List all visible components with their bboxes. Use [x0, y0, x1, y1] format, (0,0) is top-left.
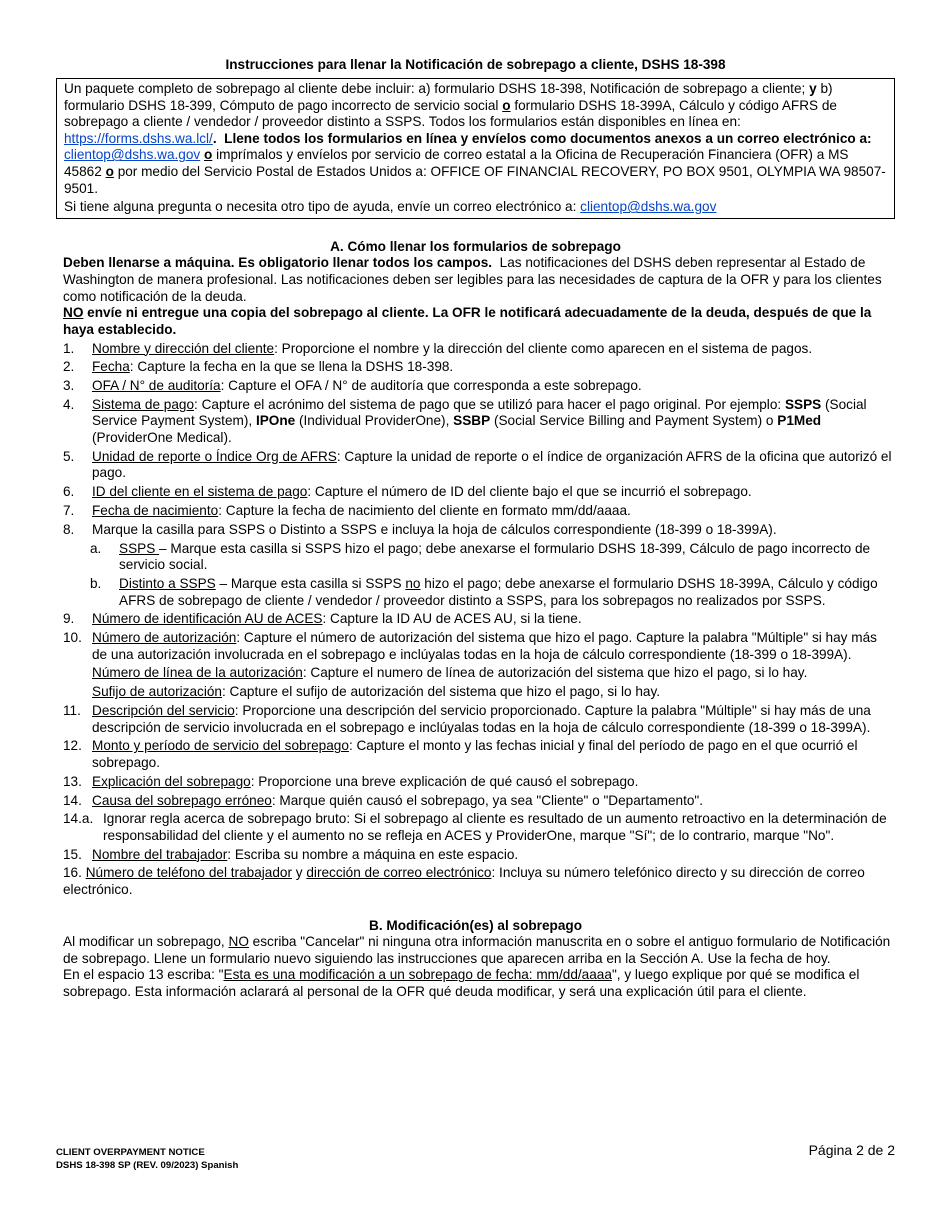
item-number: 9.: [63, 611, 75, 627]
list-item: [63, 484, 895, 501]
box-bold-o: o: [204, 147, 213, 163]
item-label: Sistema de pago: [92, 396, 195, 412]
item-number: 2.: [63, 359, 75, 375]
system-desc: (Social Service Billing and Payment System) o: [493, 413, 774, 429]
footer-line: DSHS 18-398 SP (REV. 09/2023) Spanish: [56, 1160, 239, 1171]
box-paragraph-1: Un paquete completo de sobrepago al cliente debe incluir: a) formulario DSHS 18-398, Notificación de sobrepago a cliente; y b) formulario DSHS 18-399, Cómputo de pago incorrecto de servicio social o formulario DSHS 18-399A, Cálculo y código AFRS de sobrepago a cliente / vendedor / proveedor distinto a SSPS. Todos los formularios están disponibles en línea en: https://forms.dshs.wa.lcl/. Llene todos los formularios en línea y envíelos como documentos anexos a un correo electrónico a: clientop@dshs.wa.gov o imprímalos y envíelos por servicio de correo estatal a la Oficina de Recuperación Financiera (OFR) a MS 45862 o por medio del Servicio Postal de Estados Unidos a: OFFICE OF FINANCIAL RECOVERY, PO BOX 9501, OLYMPIA WA 98507-9501.: [64, 81, 886, 196]
item-number: 3.: [63, 378, 75, 394]
item-number: 6.: [63, 484, 75, 500]
item-text: : Escriba su nombre a máquina en este espacio.: [227, 846, 519, 862]
para-emphasis: NO: [228, 934, 249, 950]
item-number: 13.: [63, 773, 82, 789]
section-a-warning: [63, 305, 895, 338]
list-item: [63, 397, 895, 447]
box-paragraph-2: [64, 199, 888, 216]
warning-text: envíe ni entregue una copia del sobrepago al cliente. La OFR le notificará adecuadamente de la deuda, después de que la haya establecido.: [63, 305, 872, 337]
list-item: [63, 611, 895, 628]
item-number: 4.: [63, 396, 75, 412]
footer-line: CLIENT OVERPAYMENT NOTICE: [56, 1147, 205, 1158]
box-bold-o: o: [105, 163, 114, 179]
item-number: 12.: [63, 738, 82, 754]
item-number: 10.: [63, 630, 82, 646]
item-text: hizo el pago; debe anexarse el formulario DSHS 18-399A, Cálculo y código AFRS de sobrepago de cliente / vendedor / proveedor distinto a SSPS, para los sobrepagos no realizados por SSPS.: [119, 575, 878, 608]
list-item-continuation: [92, 684, 895, 701]
box-text: Un paquete completo de sobrepago al cliente debe incluir: a) formulario DSHS 18-398, Notificación de sobrepago a cliente;: [64, 81, 806, 96]
item-text: : Capture el sufijo de autorización del sistema que hizo el pago, si lo hay.: [221, 684, 661, 700]
list-item: [63, 847, 895, 864]
item-label: Causa del sobrepago erróneo: [92, 792, 272, 808]
item-number: 5.: [63, 448, 75, 464]
section-a-intro: [63, 255, 895, 305]
item-number: 8.: [63, 521, 75, 537]
forms-link[interactable]: https://forms.dshs.wa.lcl/: [64, 130, 213, 146]
item-number: 14.a.: [63, 811, 94, 827]
item-label: SSPS: [119, 540, 160, 556]
system-acronym: SSBP: [453, 413, 491, 429]
item-text: : Proporcione una descripción del servicio proporcionado. Capture la palabra "Múltiple" si hay más de una descripción de servicio involucrada en el sobrepago e inclúyalas todas en la hoja de cálculo correspondiente (18-399 o 18-399A).: [92, 703, 871, 735]
item-text: Ignorar regla acerca de sobrepago bruto: Si el sobrepago al cliente es resultado de un aumento retroactivo en la determinación de responsabilidad del cliente y el aumento no se refleja en ACES y ProviderOne, marque "Sí"; de lo contrario, marque "No".: [103, 811, 887, 843]
item-text: : Marque quién causó el sobrepago, ya sea "Cliente" o "Departamento".: [271, 792, 704, 808]
email-link[interactable]: clientop@dshs.wa.gov: [580, 199, 717, 215]
item-text: : Capture el monto y las fechas inicial y final del período de pago en el que ocurrió el sobrepago.: [92, 738, 858, 770]
item-label: Número de autorización: [92, 630, 237, 646]
item-label: ID del cliente en el sistema de pago: [92, 484, 308, 500]
section-b-paragraph-2: [63, 967, 895, 1000]
item-text: : Capture el OFA / N° de auditoría que corresponda a este sobrepago.: [220, 378, 642, 394]
box-text: formulario DSHS 18-399A, Cálculo y código AFRS de sobrepago a cliente / vendedor / proveedor distinto a SSPS. Todos los formularios están disponibles en línea en:: [64, 97, 837, 130]
box-text: imprímalos y envíelos por servicio de correo estatal a la Oficina de Recuperación Financiera (OFR) a MS 45862: [64, 147, 849, 179]
item-text: : Capture la ID AU de ACES AU, si la tiene.: [322, 611, 582, 627]
para-text: escriba "Cancelar" ni ninguna otra información manuscrita en o sobre el antiguo formulario de Notificación de sobrepago. Llene un formulario nuevo siguiendo las instrucciones que aparecen arriba en la Sección A. Use la fecha de hoy.: [63, 934, 891, 966]
item-label: Explicación del sobrepago: [92, 773, 251, 789]
page-number: Página 2 de 2: [808, 1142, 895, 1158]
subitem-letter: a.: [90, 540, 102, 556]
para-text: ", y luego explique por qué se modifica el sobrepago. Esta información aclarará al personal de la OFR qué deuda modificar, y será una explicación útil para el cliente.: [63, 967, 860, 1000]
intro-text: Las notificaciones del DSHS deben representar al Estado de Washington de manera profesional. Las notificaciones deben ser legibles para las necesidades de captura de la OFR y para los clientes como notificación de la deuda.: [63, 255, 882, 304]
box-bold-o: o: [502, 97, 511, 113]
section-b-paragraph-1: [63, 934, 895, 967]
box-text: por medio del Servicio Postal de Estados Unidos a: OFFICE OF FINANCIAL RECOVERY, PO BOX 9501, OLYMPIA WA 98507-9501.: [64, 163, 886, 196]
list-item: [63, 378, 895, 395]
item-text: : Capture el acrónimo del sistema de pago que se utilizó para hacer el pago original. Por ejemplo:: [194, 396, 782, 412]
para-text: En el espacio 13 escriba: ": [63, 967, 224, 983]
item-text: : Incluya su número telefónico directo y su dirección de correo electrónico.: [63, 865, 865, 898]
item-text: y: [292, 865, 307, 881]
item-label: Número de línea de la autorización: [92, 665, 303, 681]
system-desc: (Social Service Payment System),: [92, 396, 867, 429]
subitem-letter: b.: [90, 575, 102, 591]
list-item: [63, 449, 895, 482]
box-text: Si tiene alguna pregunta o necesita otro tipo de ayuda, envíe un correo electrónico a:: [64, 199, 577, 215]
item-text: : Proporcione una breve explicación de qué causó el sobrepago.: [250, 773, 639, 789]
intro-bold: Deben llenarse a máquina. Es obligatorio llenar todos los campos.: [63, 255, 493, 271]
list-item-continuation: [92, 665, 895, 682]
document-page: [56, 0, 895, 1001]
item-label: Número de identificación AU de ACES: [92, 611, 323, 627]
item-text: : Capture el numero de línea de autorización del sistema que hizo el pago, si lo hay.: [302, 665, 808, 681]
list-item: [63, 503, 895, 520]
item-label: Monto y período de servicio del sobrepago: [92, 738, 349, 754]
item-label: Descripción del servicio: [92, 703, 235, 718]
item-label: Distinto a SSPS: [119, 575, 216, 591]
list-item: [63, 811, 895, 844]
document-title: Instrucciones para llenar la Notificación de sobrepago a cliente, DSHS 18-398: [225, 57, 726, 72]
box-bold-y: y: [809, 81, 817, 96]
item-label: Número de teléfono del trabajador: [85, 865, 292, 881]
item-text: : Capture la fecha de nacimiento del cliente en formato mm/dd/aaaa.: [218, 502, 631, 518]
item-number: 14.: [63, 792, 82, 808]
list-item: [63, 793, 895, 810]
list-item: [63, 774, 895, 791]
item-number: 1.: [63, 340, 75, 356]
item-emphasis: no: [405, 575, 421, 591]
para-text: Al modificar un sobrepago,: [63, 934, 225, 950]
email-link[interactable]: clientop@dshs.wa.gov: [64, 147, 201, 163]
list-item: [63, 703, 895, 736]
item-text: : Capture el número de autorización del sistema que hizo el pago. Capture la palabra "Múltiple" si hay más de una autorización involucrada en el sobrepago e inclúyalas todas en la hoja de cálculo correspondiente (18-399 o 18-399A).: [92, 630, 877, 662]
system-acronym: P1Med: [777, 413, 822, 429]
box-text: b) formulario DSHS 18-399, Cómputo de pago incorrecto de servicio social: [64, 81, 833, 113]
warning-no: NO: [63, 305, 84, 321]
item-label: dirección de correo electrónico: [306, 865, 492, 881]
list-item: [63, 738, 895, 771]
box-bold-instruction: Llene todos los formularios en línea y envíelos como documentos anexos a un correo electrónico a:: [224, 130, 872, 146]
item-label: OFA / N° de auditoría: [92, 378, 221, 394]
list-item: [63, 865, 895, 898]
system-desc: (ProviderOne Medical).: [92, 430, 232, 446]
item-label: Nombre del trabajador: [92, 846, 228, 862]
item-number: 15.: [63, 846, 82, 862]
item-text: Marque la casilla para SSPS o Distinto a SSPS e incluya la hoja de cálculos correspondiente (18-399 o 18-399A).: [92, 521, 777, 537]
list-subitem: [90, 576, 895, 609]
item-number: 16.: [63, 865, 82, 881]
system-acronym: IPOne: [255, 413, 296, 429]
list-item: [63, 359, 895, 376]
list-item: [63, 630, 895, 663]
item-text: – Marque esta casilla si SSPS: [215, 575, 406, 591]
item-text: – Marque esta casilla si SSPS hizo el pago; debe anexarse el formulario DSHS 18-399, Cálculo de pago incorrecto de servicio social.: [119, 540, 871, 573]
list-subitem: [90, 541, 895, 574]
item-number: 7.: [63, 502, 75, 518]
para-emphasis: Esta es una modificación a un sobrepago de fecha: mm/dd/aaaa: [223, 967, 612, 983]
list-item: [63, 522, 895, 539]
system-acronym: SSPS: [784, 396, 822, 412]
item-label: Fecha: [92, 359, 130, 375]
instructions-box: [56, 78, 895, 219]
item-text: : Proporcione el nombre y la dirección del cliente como aparecen en el sistema de pagos.: [274, 340, 813, 356]
item-text: : Capture el número de ID del cliente bajo el que se incurrió el sobrepago.: [307, 484, 752, 500]
section-a-heading: A. Cómo llenar los formularios de sobrepago: [330, 238, 621, 254]
item-number: 11.: [63, 703, 81, 718]
item-text: : Capture la unidad de reporte o el índice de organización AFRS de la oficina que autorizó el pago.: [92, 448, 892, 481]
system-desc: (Individual ProviderOne),: [299, 413, 450, 429]
item-label: Fecha de nacimiento: [92, 502, 219, 518]
item-label: Sufijo de autorización: [92, 684, 222, 700]
list-item: [63, 341, 895, 358]
item-label: Unidad de reporte o Índice Org de AFRS: [92, 448, 337, 464]
footer-form-id: [56, 1146, 238, 1172]
item-label: Nombre y dirección del cliente: [92, 340, 275, 356]
item-text: : Capture la fecha en la que se llena la DSHS 18-398.: [129, 359, 454, 375]
section-b-heading: B. Modificación(es) al sobrepago: [369, 917, 582, 933]
